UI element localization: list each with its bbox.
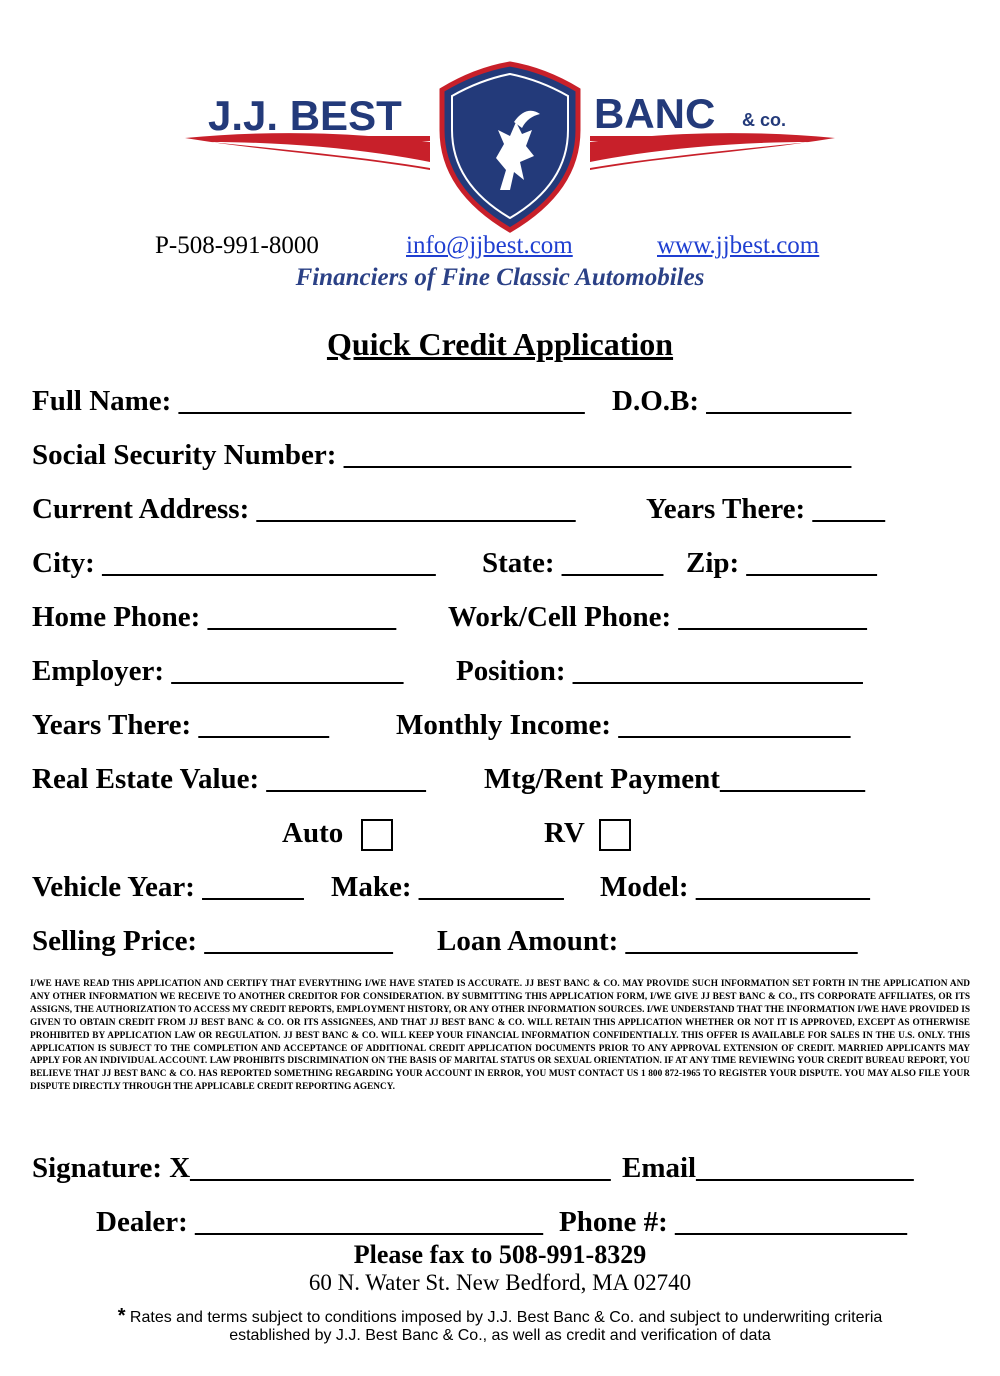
email-link[interactable]: info@jjbest.com — [406, 232, 573, 259]
phone-text: P-508-991-8000 — [155, 232, 319, 259]
dealer-phone-field[interactable]: Phone #: ________________ — [559, 1206, 907, 1238]
tagline: Financiers of Fine Classic Automobiles — [295, 264, 705, 291]
city-field[interactable]: City: _______________________ — [32, 547, 436, 579]
auto-checkbox[interactable] — [361, 819, 393, 851]
footnote-marker: * — [117, 1305, 126, 1327]
years-there-address-field[interactable]: Years There: _____ — [646, 493, 885, 525]
dob-field[interactable]: D.O.B: __________ — [612, 385, 852, 417]
footnote-line-1 — [0, 1306, 1000, 1328]
position-field[interactable]: Position: ____________________ — [456, 655, 863, 687]
monthly-income-field[interactable]: Monthly Income: ________________ — [396, 709, 851, 741]
footnote-text-1: Rates and terms subject to conditions imposed by J.J. Best Banc & Co. and subject to underwriting criteria — [125, 1309, 883, 1326]
rv-label: RV — [544, 817, 585, 849]
page-title: Quick Credit Application — [326, 326, 674, 362]
make-field[interactable]: Make: __________ — [331, 871, 564, 903]
zip-field[interactable]: Zip: _________ — [686, 547, 877, 579]
signature-field[interactable]: Signature: X_____________________________ — [32, 1152, 611, 1184]
fax-instruction: Please fax to 508-991-8329 — [353, 1240, 647, 1269]
legal-disclaimer: I/WE HAVE READ THIS APPLICATION AND CERTIFY THAT EVERYTHING I/WE HAVE STATED IS ACCURATE. JJ BEST BANC & CO. MAY PROVIDE SUCH INFORMATION SET FORTH IN THE APPLICATION AND ANY OTHER INFORMATION WE RECEIVE TO ANOTHER CREDITOR FOR CONSIDERATION. BY SUBMITTING THIS APPLICATION FORM, I/WE GIVE JJ BEST BANC & CO., ITS CORPORATE AFFILIATES, OR ITS ASSIGNS, THE AUTHORIZATION TO ACCESS MY CREDIT REPORTS, EMPLOYMENT HISTORY, OR ANY OTHER INFORMATION SOURCES. I/WE UNDERSTAND THAT THE INFORMATION I/WE HAVE PROVIDED IS GIVEN TO OBTAIN CREDIT FROM JJ BEST BANC & CO. OR ITS ASSIGNEES, AND THAT JJ BEST BANC & CO. WILL RETAIN THIS APPLICATION WHETHER OR NOT IT IS APPROVED, EXCEPT AS OTHERWISE PROHIBITED BY APPLICATION LAW OR REGULATION. JJ BEST BANC & CO. WILL KEEP YOUR FINANCIAL INFORMATION CONFIDENTIALLY. THIS OFFER IS AVAILABLE FOR SALES IN THE U.S. ONLY. THIS APPLICATION IS SUBJECT TO THE COMPLETION AND ACCEPTANCE OF ADDITIONAL CREDIT APPLICATION DOCUMENTS PRIOR TO ANY APPROVAL EXTENSION OF CREDIT. MARRIED APPLICANTS MAY APPLY FOR AN INDIVIDUAL ACCOUNT. LAW PROHIBITS DISCRIMINATION ON THE BASIS OF MARITAL STATUS OR SEXUAL ORIENTATION. IF AT ANY TIME REVIEWING YOUR CREDIT BUREAU REPORT, YOU BELIEVE THAT JJ BEST BANC & CO. HAS REPORTED SOMETHING REGARDING YOUR ACCOUNT IN ERROR, YOU MUST CONTACT US 1 800 872-1965 TO REGISTER YOUR DISPUTE. YOU MAY ALSO FILE YOUR DISPUTE DIRECTLY THROUGH THE APPLICABLE CREDIT REPORTING AGENCY. — [30, 979, 970, 1093]
email-field[interactable]: Email_______________ — [622, 1152, 914, 1184]
griffin-crest-icon — [470, 100, 550, 200]
dealer-field[interactable]: Dealer: ________________________ — [96, 1206, 544, 1238]
company-logo — [180, 60, 840, 240]
logo-right-text: BANC — [594, 90, 716, 137]
vehicle-year-field[interactable]: Vehicle Year: _______ — [32, 871, 304, 903]
logo-left-text: J.J. BEST — [208, 92, 402, 139]
logo-suffix-text: & co. — [742, 110, 787, 130]
model-field[interactable]: Model: ____________ — [600, 871, 870, 903]
ssn-field[interactable]: Social Security Number: ___________________________________ — [32, 439, 852, 471]
auto-label: Auto — [282, 817, 344, 849]
state-field[interactable]: State: _______ — [482, 547, 664, 579]
years-there-employer-field[interactable]: Years There: _________ — [32, 709, 329, 741]
mailing-address: 60 N. Water St. New Bedford, MA 02740 — [308, 1270, 692, 1295]
selling-price-field[interactable]: Selling Price: _____________ — [32, 925, 393, 957]
website-link[interactable]: www.jjbest.com — [657, 232, 820, 259]
full-name-field[interactable]: Full Name: ____________________________ — [32, 385, 585, 417]
real-estate-value-field[interactable]: Real Estate Value: ___________ — [32, 763, 426, 795]
current-address-field[interactable]: Current Address: ______________________ — [32, 493, 576, 525]
rv-checkbox[interactable] — [599, 819, 631, 851]
home-phone-field[interactable]: Home Phone: _____________ — [32, 601, 397, 633]
loan-amount-field[interactable]: Loan Amount: ________________ — [437, 925, 858, 957]
employer-field[interactable]: Employer: ________________ — [32, 655, 404, 687]
work-cell-phone-field[interactable]: Work/Cell Phone: _____________ — [448, 601, 867, 633]
mtg-rent-payment-field[interactable]: Mtg/Rent Payment__________ — [484, 763, 865, 795]
footnote-line-2: established by J.J. Best Banc & Co., as well as credit and verification of data — [229, 1327, 771, 1344]
